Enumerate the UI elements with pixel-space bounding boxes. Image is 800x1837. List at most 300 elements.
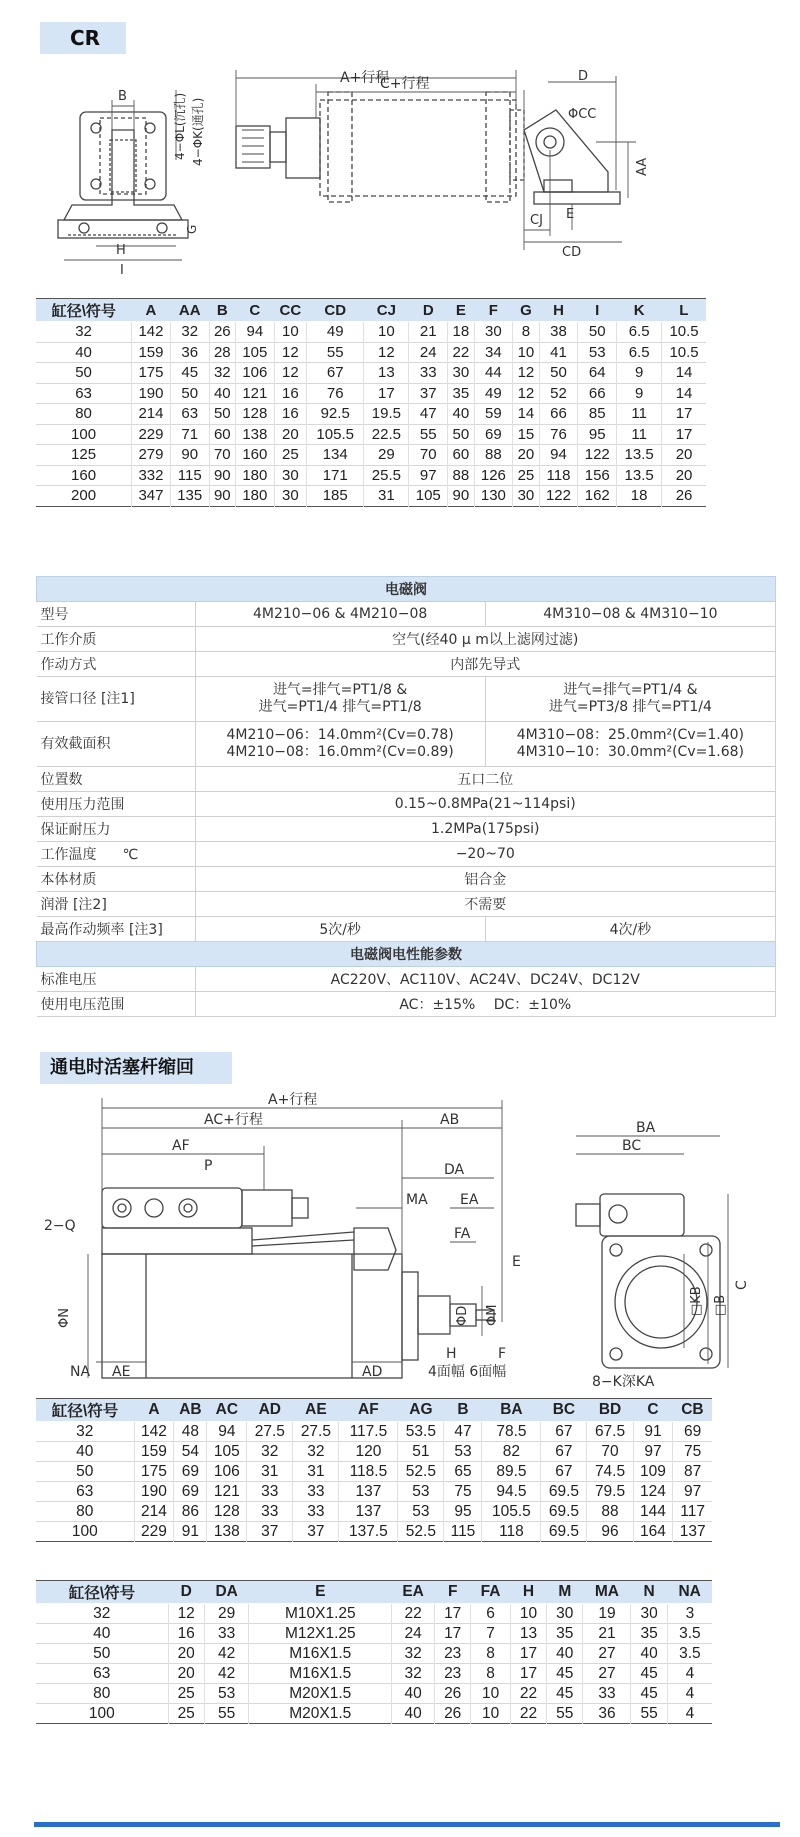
table-cell: 69.5 xyxy=(541,1482,587,1502)
lube-label: 润滑 [注2] xyxy=(37,892,196,917)
table-cell: 159 xyxy=(134,1442,174,1462)
table-cell: 25 xyxy=(274,445,306,466)
table-cell: 185 xyxy=(307,486,364,507)
column-header: I xyxy=(578,299,617,322)
table-cell: 94.5 xyxy=(482,1482,541,1502)
column-header: K xyxy=(617,299,662,322)
table-cell: 16 xyxy=(274,404,306,425)
table-cell: 53 xyxy=(578,342,617,363)
table-cell: 69 xyxy=(474,424,513,445)
table-cell: 15 xyxy=(513,424,539,445)
model-a: 4M210−06 & 4M210−08 xyxy=(195,602,485,627)
table-cell: M16X1.5 xyxy=(249,1644,392,1664)
table-cell: 67 xyxy=(541,1442,587,1462)
table-cell: 21 xyxy=(409,322,448,343)
d2-label-m: ΦM xyxy=(485,1304,500,1326)
dim-label-g: G xyxy=(185,224,199,234)
table-cell: 135 xyxy=(170,486,209,507)
table-cell: 214 xyxy=(132,404,171,425)
table-cell: 6.5 xyxy=(617,322,662,343)
table-cell: 162 xyxy=(578,486,617,507)
table-cell: 30 xyxy=(274,465,306,486)
table-cell: 90 xyxy=(448,486,474,507)
dim-label-k: 4−ΦK(通孔) xyxy=(191,97,205,166)
table-cell: 13 xyxy=(364,363,409,384)
table-cell: 171 xyxy=(307,465,364,486)
table-cell: 25 xyxy=(513,465,539,486)
table-cell: 6.5 xyxy=(617,342,662,363)
table-cell: 12 xyxy=(168,1604,204,1624)
table-cell: 53 xyxy=(204,1684,249,1704)
table-cell: 105 xyxy=(235,342,274,363)
table-cell: 60 xyxy=(448,445,474,466)
column-header: B xyxy=(444,1399,482,1422)
table-cell: 30 xyxy=(474,322,513,343)
table-cell: 96 xyxy=(587,1522,633,1542)
table-cell: 12 xyxy=(513,383,539,404)
table-cell: 55 xyxy=(547,1704,583,1724)
table-cell: 33 xyxy=(293,1482,339,1502)
table-cell: 3 xyxy=(667,1604,712,1624)
table-cell: 13.5 xyxy=(617,465,662,486)
area-b: 4M310−08：25.0mm²(Cv=1.40) 4M310−10：30.0mm²(Cv=1.68) xyxy=(485,722,775,767)
retract-dimension-table-2 xyxy=(36,1580,712,1724)
d2-label-n: ΦN xyxy=(57,1308,72,1328)
table-cell: 51 xyxy=(398,1442,444,1462)
table-cell: 14 xyxy=(662,383,706,404)
table-cell: 30 xyxy=(547,1604,583,1624)
table-cell: 94 xyxy=(539,445,578,466)
table-cell: 120 xyxy=(339,1442,398,1462)
table-cell: 22.5 xyxy=(364,424,409,445)
table-cell: 138 xyxy=(207,1522,247,1542)
table-cell: 17 xyxy=(510,1664,546,1684)
table-row xyxy=(36,1482,712,1502)
d2-label-q: 2−Q xyxy=(44,1218,76,1234)
positions-label: 位置数 xyxy=(37,767,196,792)
table-cell: 159 xyxy=(132,342,171,363)
table-cell: 42 xyxy=(204,1644,249,1664)
table-cell: 37 xyxy=(247,1522,293,1542)
bore-cell: 50 xyxy=(76,1462,94,1480)
table-cell: 90 xyxy=(209,465,235,486)
table-cell: 32 xyxy=(293,1442,339,1462)
table-cell: 66 xyxy=(539,404,578,425)
table-cell: 18 xyxy=(617,486,662,507)
table-cell: M20X1.5 xyxy=(249,1704,392,1724)
elec-header: 电磁阀电性能参数 xyxy=(37,942,776,967)
table-cell: 33 xyxy=(204,1624,249,1644)
table-cell: 53 xyxy=(398,1482,444,1502)
table-cell: 105 xyxy=(207,1442,247,1462)
table-cell: 89.5 xyxy=(482,1462,541,1482)
table-cell: 67.5 xyxy=(587,1422,633,1442)
table-row xyxy=(36,1664,712,1684)
table-cell: 10.5 xyxy=(662,322,706,343)
bore-cell: 80 xyxy=(75,405,92,423)
table-row xyxy=(36,1442,712,1462)
table-cell: 10 xyxy=(274,322,306,343)
table-cell: 36 xyxy=(583,1704,631,1724)
table-cell: 33 xyxy=(247,1482,293,1502)
table-cell: 30 xyxy=(448,363,474,384)
column-header: CJ xyxy=(364,299,409,322)
column-header: EA xyxy=(392,1581,435,1604)
table-cell: 142 xyxy=(134,1422,174,1442)
table-cell: 97 xyxy=(673,1482,712,1502)
bore-cell: 32 xyxy=(76,1422,94,1440)
table-cell: 35 xyxy=(448,383,474,404)
table-cell: 49 xyxy=(474,383,513,404)
bore-cell: 100 xyxy=(71,425,97,443)
port-label: 接管口径 [注1] xyxy=(37,677,196,722)
table-cell: 85 xyxy=(578,404,617,425)
table-cell: 128 xyxy=(207,1502,247,1522)
table-cell: 10 xyxy=(471,1684,510,1704)
table-cell: 26 xyxy=(435,1704,471,1724)
column-header: C xyxy=(633,1399,673,1422)
table-cell: 332 xyxy=(132,465,171,486)
table-cell: 128 xyxy=(235,404,274,425)
dim-label-c-stroke: C+行程 xyxy=(380,76,430,92)
table-cell: 30 xyxy=(274,486,306,507)
dim-label-h: H xyxy=(116,243,126,258)
table-cell: 17 xyxy=(510,1644,546,1664)
bore-cell: 80 xyxy=(93,1684,111,1702)
table-cell: 33 xyxy=(247,1502,293,1522)
d2-label-h: H xyxy=(446,1346,457,1362)
table-cell: 94 xyxy=(207,1422,247,1442)
table-cell: 24 xyxy=(392,1624,435,1644)
table-cell: 11 xyxy=(617,404,662,425)
d2-label-na: NA xyxy=(70,1364,91,1380)
column-header: MA xyxy=(583,1581,631,1604)
table-cell: 18 xyxy=(448,322,474,343)
table-cell: M12X1.25 xyxy=(249,1624,392,1644)
port-b: 进气=排气=PT1/4 & 进气=PT3/8 排气=PT1/4 xyxy=(485,677,775,722)
table-cell: 23 xyxy=(435,1644,471,1664)
table-cell: 66 xyxy=(578,383,617,404)
table-cell: 16 xyxy=(168,1624,204,1644)
bore-cell: 63 xyxy=(76,1482,94,1500)
table-cell: 74.5 xyxy=(587,1462,633,1482)
table-row xyxy=(36,1462,712,1482)
table-cell: 97 xyxy=(409,465,448,486)
table-cell: 32 xyxy=(392,1664,435,1684)
table-cell: 144 xyxy=(633,1502,673,1522)
table-cell: 115 xyxy=(170,465,209,486)
section-label-cr: CR xyxy=(40,22,126,54)
bore-cell: 63 xyxy=(93,1664,111,1682)
table-cell: 52.5 xyxy=(398,1462,444,1482)
table-cell: 29 xyxy=(204,1604,249,1624)
table-row xyxy=(36,363,706,384)
table-row xyxy=(36,424,706,445)
table-cell: 91 xyxy=(633,1422,673,1442)
table-cell: 45 xyxy=(631,1684,667,1704)
table-cell: 54 xyxy=(174,1442,207,1462)
table-cell: 55 xyxy=(204,1704,249,1724)
table-cell: 95 xyxy=(444,1502,482,1522)
table-cell: 40 xyxy=(631,1644,667,1664)
bore-cell: 40 xyxy=(75,343,92,361)
medium-value: 空气(经40 μ m以上滤网过滤) xyxy=(195,627,776,652)
d2-label-e: E xyxy=(512,1254,521,1270)
table-cell: 13.5 xyxy=(617,445,662,466)
table-cell: 12 xyxy=(513,363,539,384)
table-cell: 35 xyxy=(547,1624,583,1644)
table-cell: 82 xyxy=(482,1442,541,1462)
table-cell: 22 xyxy=(510,1704,546,1724)
table-cell: M20X1.5 xyxy=(249,1684,392,1704)
table-cell: 90 xyxy=(170,445,209,466)
table-cell: 142 xyxy=(132,322,171,343)
table-cell: 17 xyxy=(662,424,706,445)
column-header: L xyxy=(662,299,706,322)
table-cell: 20 xyxy=(662,465,706,486)
table-cell: 20 xyxy=(513,445,539,466)
table-row xyxy=(36,1644,712,1664)
table-cell: 122 xyxy=(578,445,617,466)
table-cell: 14 xyxy=(662,363,706,384)
table-cell: 91 xyxy=(174,1522,207,1542)
bore-cell: 160 xyxy=(71,466,97,484)
table-cell: 105 xyxy=(409,486,448,507)
table-cell: 117 xyxy=(673,1502,712,1522)
table-cell: 49 xyxy=(307,322,364,343)
table-cell: 19 xyxy=(583,1604,631,1624)
table-cell: 126 xyxy=(474,465,513,486)
area-a: 4M210−06：14.0mm²(Cv=0.78) 4M210−08：16.0mm²(Cv=0.89) xyxy=(195,722,485,767)
table-cell: 78.5 xyxy=(482,1422,541,1442)
d2-label-ab: AB xyxy=(440,1112,460,1128)
dim-label-cj: CJ xyxy=(530,213,543,228)
dim-label-i: I xyxy=(120,263,124,278)
material-value: 铝合金 xyxy=(195,867,776,892)
bore-cell: 100 xyxy=(88,1704,115,1722)
d2-label-a-stroke: A+行程 xyxy=(268,1092,318,1108)
table-cell: 9 xyxy=(617,383,662,404)
table-cell: 12 xyxy=(274,363,306,384)
dim-label-a-stroke: A+行程 xyxy=(340,70,390,86)
section-label-retract: 通电时活塞杆缩回 xyxy=(40,1052,232,1084)
table-cell: 69 xyxy=(174,1482,207,1502)
action-value: 内部先导式 xyxy=(195,652,776,677)
d2-label-ba: BA xyxy=(636,1120,656,1136)
column-header: CD xyxy=(307,299,364,322)
table-row xyxy=(36,1684,712,1704)
positions-value: 五口二位 xyxy=(195,767,776,792)
table-cell: 180 xyxy=(235,465,274,486)
table-row xyxy=(36,322,706,343)
table-cell: 27 xyxy=(583,1644,631,1664)
column-header: BD xyxy=(587,1399,633,1422)
dim-label-d: D xyxy=(578,70,589,84)
temp-value: −20~70 xyxy=(195,842,776,867)
d2-label-c: C xyxy=(734,1280,750,1290)
table-cell: 50 xyxy=(578,322,617,343)
column-header: F xyxy=(435,1581,471,1604)
table-cell: 4 xyxy=(667,1664,712,1684)
table-cell: 22 xyxy=(392,1604,435,1624)
table-cell: 60 xyxy=(209,424,235,445)
table-cell: 50 xyxy=(170,383,209,404)
table-cell: 137 xyxy=(339,1482,398,1502)
d2-label-bc: BC xyxy=(622,1138,642,1154)
table-cell: 124 xyxy=(633,1482,673,1502)
table-cell: 33 xyxy=(583,1684,631,1704)
table-cell: 175 xyxy=(132,363,171,384)
table-cell: 69.5 xyxy=(541,1502,587,1522)
proof-value: 1.2MPa(175psi) xyxy=(195,817,776,842)
table-cell: 20 xyxy=(662,445,706,466)
table-cell: 50 xyxy=(448,424,474,445)
table-cell: 52 xyxy=(539,383,578,404)
column-header: AF xyxy=(339,1399,398,1422)
table-cell: 52.5 xyxy=(398,1522,444,1542)
table-cell: 164 xyxy=(633,1522,673,1542)
table-cell: 20 xyxy=(168,1644,204,1664)
footer-bar xyxy=(34,1822,780,1827)
bore-cell: 100 xyxy=(71,1522,98,1540)
table-cell: 53 xyxy=(398,1502,444,1522)
table-cell: 32 xyxy=(209,363,235,384)
table-cell: 6 xyxy=(471,1604,510,1624)
table-cell: 40 xyxy=(392,1704,435,1724)
table-cell: 117.5 xyxy=(339,1422,398,1442)
table-cell: 40 xyxy=(448,404,474,425)
retract-dimension-table-1 xyxy=(36,1398,712,1542)
table-cell: 27 xyxy=(583,1664,631,1684)
table-cell: 156 xyxy=(578,465,617,486)
table-cell: 20 xyxy=(168,1664,204,1684)
table-cell: 32 xyxy=(170,322,209,343)
table-cell: 106 xyxy=(235,363,274,384)
table-row xyxy=(36,1502,712,1522)
table-cell: 17 xyxy=(435,1604,471,1624)
column-header: H xyxy=(510,1581,546,1604)
column-header: A xyxy=(134,1399,174,1422)
table-cell: 55 xyxy=(409,424,448,445)
d2-label-ae: AE xyxy=(112,1364,131,1380)
table-cell: 25 xyxy=(168,1684,204,1704)
table-cell: 76 xyxy=(539,424,578,445)
table-cell: 22 xyxy=(510,1684,546,1704)
table-cell: 37 xyxy=(409,383,448,404)
bore-cell: 32 xyxy=(93,1604,111,1622)
table-row xyxy=(36,445,706,466)
table-cell: 180 xyxy=(235,486,274,507)
bore-cell: 50 xyxy=(93,1644,111,1662)
table-cell: 25.5 xyxy=(364,465,409,486)
table-cell: 86 xyxy=(174,1502,207,1522)
table-cell: 70 xyxy=(209,445,235,466)
table-row xyxy=(36,404,706,425)
freq-b: 4次/秒 xyxy=(485,917,775,942)
table-cell: 27.5 xyxy=(293,1422,339,1442)
table-cell: 71 xyxy=(170,424,209,445)
dim-label-e: E xyxy=(566,207,575,222)
column-header: BC xyxy=(541,1399,587,1422)
table-cell: 109 xyxy=(633,1462,673,1482)
column-header: C xyxy=(235,299,274,322)
solenoid-valve-spec-table xyxy=(36,576,776,1017)
proof-label: 保证耐压力 xyxy=(37,817,196,842)
table-cell: 137 xyxy=(673,1522,712,1542)
table-cell: 31 xyxy=(364,486,409,507)
column-header-bore: 缸径\符号 xyxy=(36,1399,134,1422)
temp-label: 工作温度 ℃ xyxy=(37,842,196,867)
table-cell: 3.5 xyxy=(667,1624,712,1644)
column-header: E xyxy=(448,299,474,322)
table-cell: 23 xyxy=(435,1664,471,1684)
table-cell: 69 xyxy=(673,1422,712,1442)
table-cell: 40 xyxy=(547,1644,583,1664)
table-cell: 190 xyxy=(132,383,171,404)
bore-cell: 40 xyxy=(93,1624,111,1642)
bore-cell: 80 xyxy=(76,1502,94,1520)
table-cell: 12 xyxy=(274,342,306,363)
column-header: F xyxy=(474,299,513,322)
dim-label-cd: CD xyxy=(562,245,582,260)
column-header: DA xyxy=(204,1581,249,1604)
d2-label-ad: AD xyxy=(362,1364,383,1380)
table-cell: 95 xyxy=(578,424,617,445)
bore-cell: 50 xyxy=(75,364,92,382)
table-cell: 26 xyxy=(209,322,235,343)
table-cell: 30 xyxy=(513,486,539,507)
table-cell: 33 xyxy=(409,363,448,384)
action-label: 作动方式 xyxy=(37,652,196,677)
table-cell: 118 xyxy=(482,1522,541,1542)
table-cell: 121 xyxy=(235,383,274,404)
table-cell: 25 xyxy=(168,1704,204,1724)
cr-mount-diagram xyxy=(36,70,776,285)
d2-label-wrench: 4面幅 6面幅 xyxy=(428,1364,507,1380)
d2-label-b: □B xyxy=(713,1294,728,1316)
port-a: 进气=排气=PT1/8 & 进气=PT1/4 排气=PT1/8 xyxy=(195,677,485,722)
table-row xyxy=(36,1522,712,1542)
column-header: G xyxy=(513,299,539,322)
table-cell: 160 xyxy=(235,445,274,466)
table-cell: 229 xyxy=(134,1522,174,1542)
table-cell: 76 xyxy=(307,383,364,404)
d2-label-ac-stroke: AC+行程 xyxy=(204,1112,263,1128)
dim-label-aa: AA xyxy=(635,157,650,176)
table-cell: 105.5 xyxy=(482,1502,541,1522)
table-cell: 47 xyxy=(409,404,448,425)
table-cell: 53 xyxy=(444,1442,482,1462)
table-row xyxy=(36,1604,712,1624)
table-cell: 53.5 xyxy=(398,1422,444,1442)
table-cell: 10 xyxy=(471,1704,510,1724)
table-cell: 88 xyxy=(474,445,513,466)
column-header: CB xyxy=(673,1399,712,1422)
table-cell: 10 xyxy=(364,322,409,343)
table-cell: 19.5 xyxy=(364,404,409,425)
table-cell: 50 xyxy=(539,363,578,384)
table-cell: 42 xyxy=(204,1664,249,1684)
column-header: BA xyxy=(482,1399,541,1422)
table-cell: 38 xyxy=(539,322,578,343)
table-cell: 94 xyxy=(235,322,274,343)
d2-label-ea: EA xyxy=(460,1192,479,1208)
table-cell: 10 xyxy=(510,1604,546,1624)
pressure-label: 使用压力范围 xyxy=(37,792,196,817)
bore-cell: 125 xyxy=(71,446,97,464)
column-header: B xyxy=(209,299,235,322)
table-cell: 22 xyxy=(448,342,474,363)
